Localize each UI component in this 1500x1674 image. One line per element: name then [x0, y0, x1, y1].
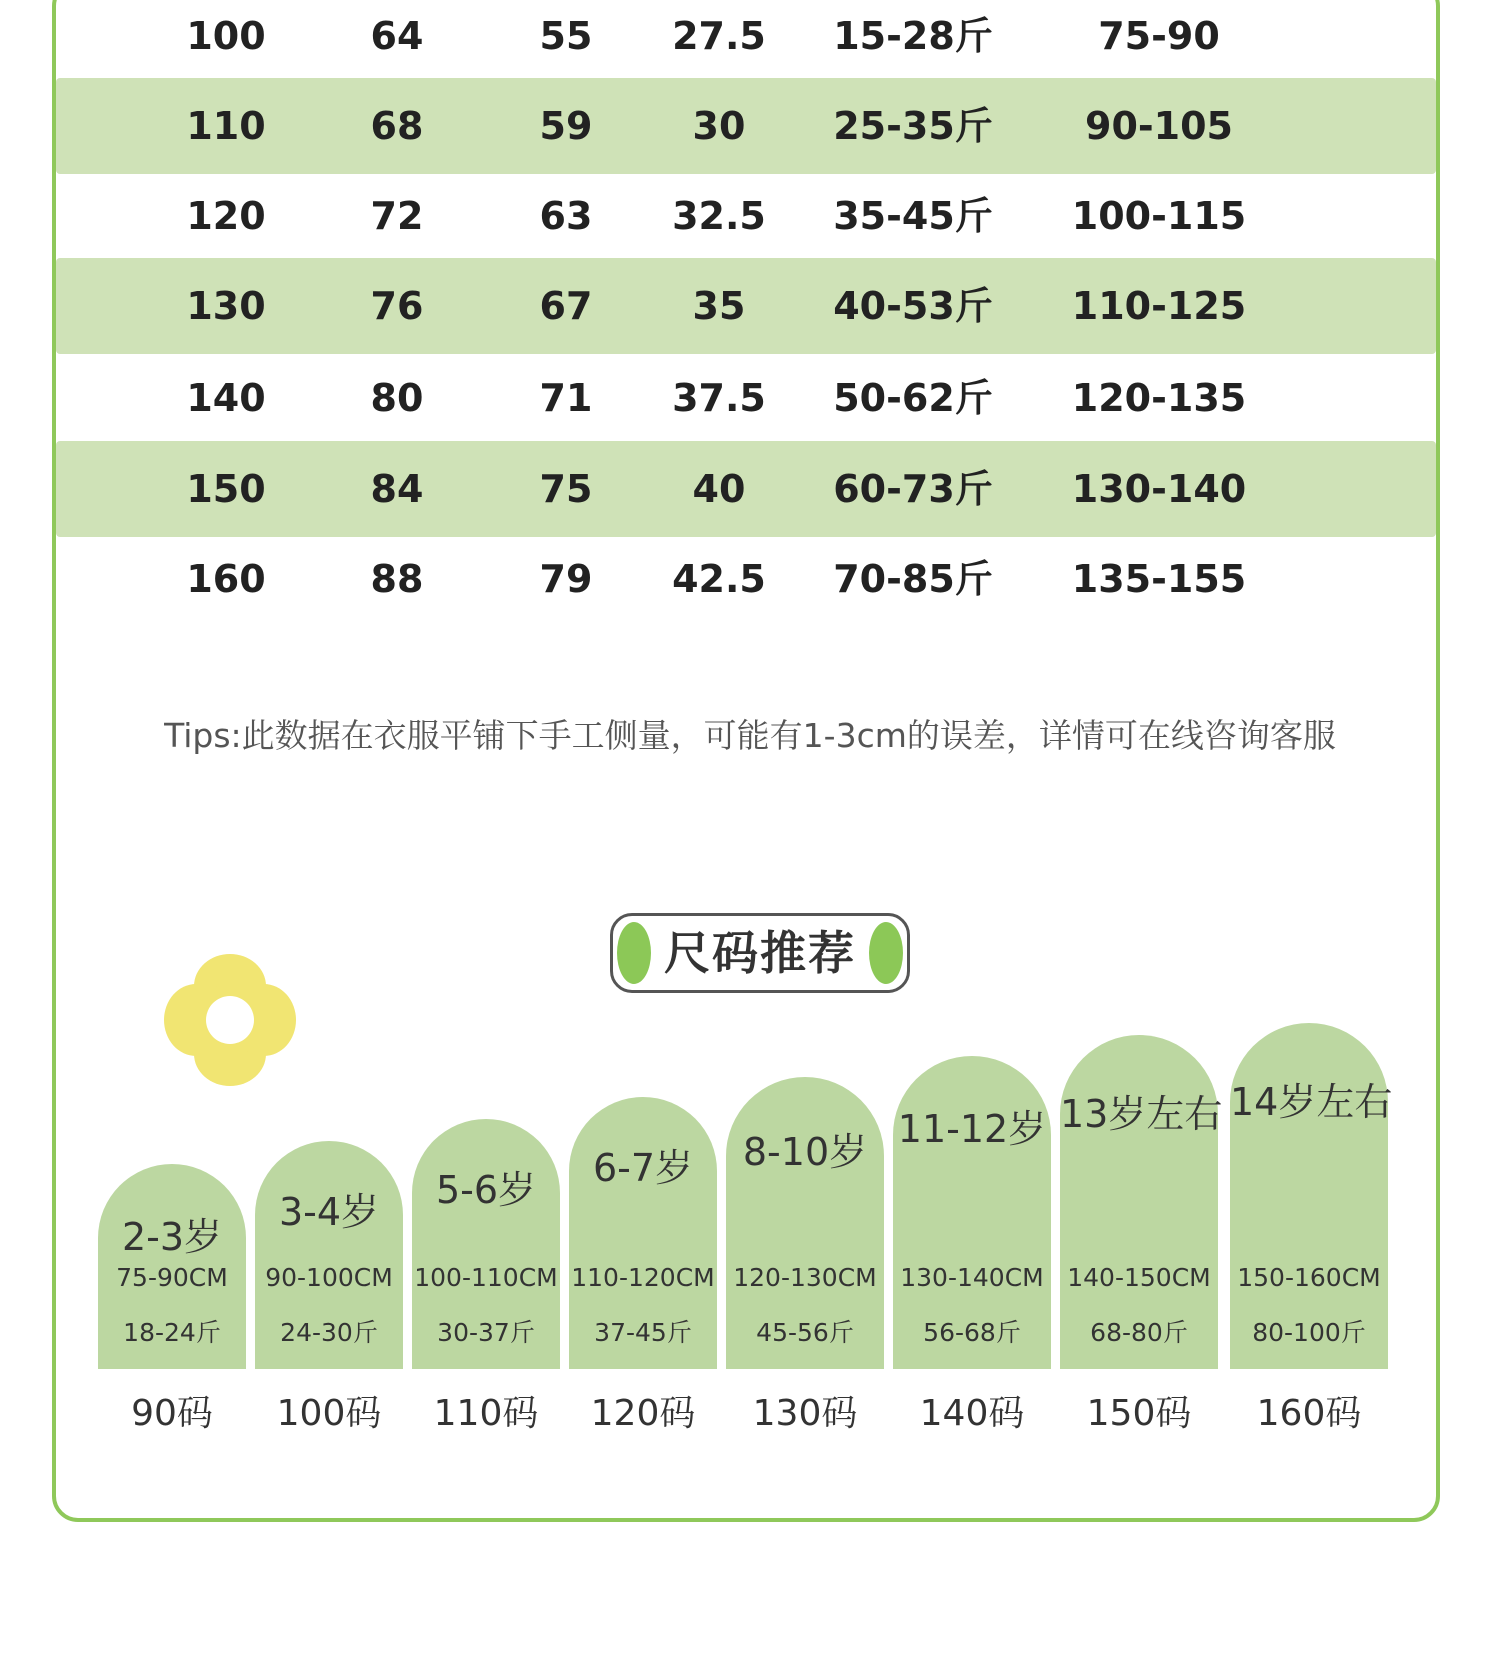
- height-range: 110-120CM: [571, 1263, 715, 1292]
- age-label: 14岁左右: [1230, 1080, 1393, 1124]
- table-cell: 71: [539, 376, 593, 420]
- height-range: 140-150CM: [1067, 1263, 1211, 1292]
- table-cell: 140: [186, 376, 266, 420]
- size-label: 120码: [590, 1393, 696, 1434]
- table-cell: 27.5: [672, 14, 766, 58]
- table-cell: 25-35斤: [833, 104, 993, 148]
- table-cell: 84: [370, 467, 424, 511]
- weight-range: 30-37斤: [437, 1318, 535, 1347]
- weight-range: 24-30斤: [280, 1318, 378, 1347]
- table-cell: 63: [539, 194, 593, 238]
- table-cell: 50-62斤: [833, 376, 993, 420]
- size-recommend-arch: [726, 1077, 884, 1369]
- table-cell: 32.5: [672, 194, 766, 238]
- size-label: 90码: [131, 1393, 213, 1434]
- table-cell: 110: [186, 104, 266, 148]
- age-label: 2-3岁: [121, 1215, 223, 1259]
- tips-text: Tips:此数据在衣服平铺下手工侧量，可能有1-3cm的误差，详情可在线咨询客服: [164, 716, 1336, 755]
- table-cell: 100: [186, 14, 266, 58]
- table-cell: 150: [186, 467, 266, 511]
- height-range: 120-130CM: [733, 1263, 877, 1292]
- table-cell: 59: [539, 104, 593, 148]
- table-row: [56, 441, 1436, 537]
- age-label: 5-6岁: [435, 1168, 537, 1212]
- table-cell: 79: [539, 557, 593, 601]
- size-label: 130码: [752, 1393, 858, 1434]
- size-recommend-arch: [255, 1141, 403, 1369]
- height-range: 150-160CM: [1237, 1263, 1381, 1292]
- weight-range: 80-100斤: [1252, 1318, 1366, 1347]
- table-cell: 80: [370, 376, 424, 420]
- table-cell: 160: [186, 557, 266, 601]
- size-label: 140码: [919, 1393, 1025, 1434]
- table-row: [56, 531, 1436, 627]
- size-recommend-arch: [569, 1097, 717, 1369]
- table-row: [56, 350, 1436, 446]
- table-cell: 15-28斤: [833, 14, 993, 58]
- table-cell: 110-125: [1071, 284, 1247, 328]
- table-cell: 35: [692, 284, 746, 328]
- table-cell: 40-53斤: [833, 284, 993, 328]
- size-recommend-arch: [1060, 1035, 1223, 1369]
- table-row: [56, 78, 1436, 174]
- table-cell: 130: [186, 284, 266, 328]
- recommend-title-badge: [610, 913, 910, 993]
- height-range: 90-100CM: [265, 1263, 393, 1292]
- size-label: 100码: [276, 1393, 382, 1434]
- table-cell: 75-90: [1098, 14, 1220, 58]
- size-label: 110码: [433, 1393, 539, 1434]
- table-cell: 70-85斤: [833, 557, 993, 601]
- size-recommend-arch: [893, 1056, 1051, 1369]
- table-cell: 67: [539, 284, 593, 328]
- size-label: 150码: [1086, 1393, 1192, 1434]
- table-cell: 75: [539, 467, 593, 511]
- size-recommend-arch: [1230, 1023, 1393, 1369]
- table-cell: 40: [692, 467, 746, 511]
- weight-range: 45-56斤: [756, 1318, 854, 1347]
- table-cell: 42.5: [672, 557, 766, 601]
- table-cell: 76: [370, 284, 424, 328]
- table-cell: 37.5: [672, 376, 766, 420]
- recommend-title: 尺码推荐: [664, 926, 856, 980]
- weight-range: 37-45斤: [594, 1318, 692, 1347]
- weight-range: 68-80斤: [1090, 1318, 1188, 1347]
- height-range: 100-110CM: [414, 1263, 558, 1292]
- age-label: 3-4岁: [278, 1190, 380, 1234]
- size-recommend-arch: [412, 1119, 560, 1369]
- table-cell: 100-115: [1071, 194, 1247, 238]
- size-recommend-arch: [98, 1164, 246, 1369]
- height-range: 130-140CM: [900, 1263, 1044, 1292]
- table-row: [56, 258, 1436, 354]
- table-cell: 64: [370, 14, 424, 58]
- table-cell: 88: [370, 557, 424, 601]
- table-cell: 35-45斤: [833, 194, 993, 238]
- table-cell: 120: [186, 194, 266, 238]
- age-label: 13岁左右: [1060, 1092, 1223, 1136]
- table-cell: 55: [539, 14, 593, 58]
- height-range: 75-90CM: [116, 1263, 228, 1292]
- age-label: 8-10岁: [742, 1130, 868, 1174]
- table-cell: 130-140: [1071, 467, 1247, 511]
- table-cell: 135-155: [1071, 557, 1247, 601]
- table-cell: 72: [370, 194, 424, 238]
- age-label: 11-12岁: [897, 1107, 1047, 1151]
- table-row: [56, 0, 1436, 84]
- age-label: 6-7岁: [592, 1146, 694, 1190]
- table-cell: 30: [692, 104, 746, 148]
- weight-range: 18-24斤: [123, 1318, 221, 1347]
- table-cell: 90-105: [1085, 104, 1233, 148]
- table-cell: 60-73斤: [833, 467, 993, 511]
- flower-icon: [160, 950, 300, 1090]
- table-cell: 120-135: [1071, 376, 1247, 420]
- size-label: 160码: [1256, 1393, 1362, 1434]
- table-cell: 68: [370, 104, 424, 148]
- weight-range: 56-68斤: [923, 1318, 1021, 1347]
- table-row: [56, 168, 1436, 264]
